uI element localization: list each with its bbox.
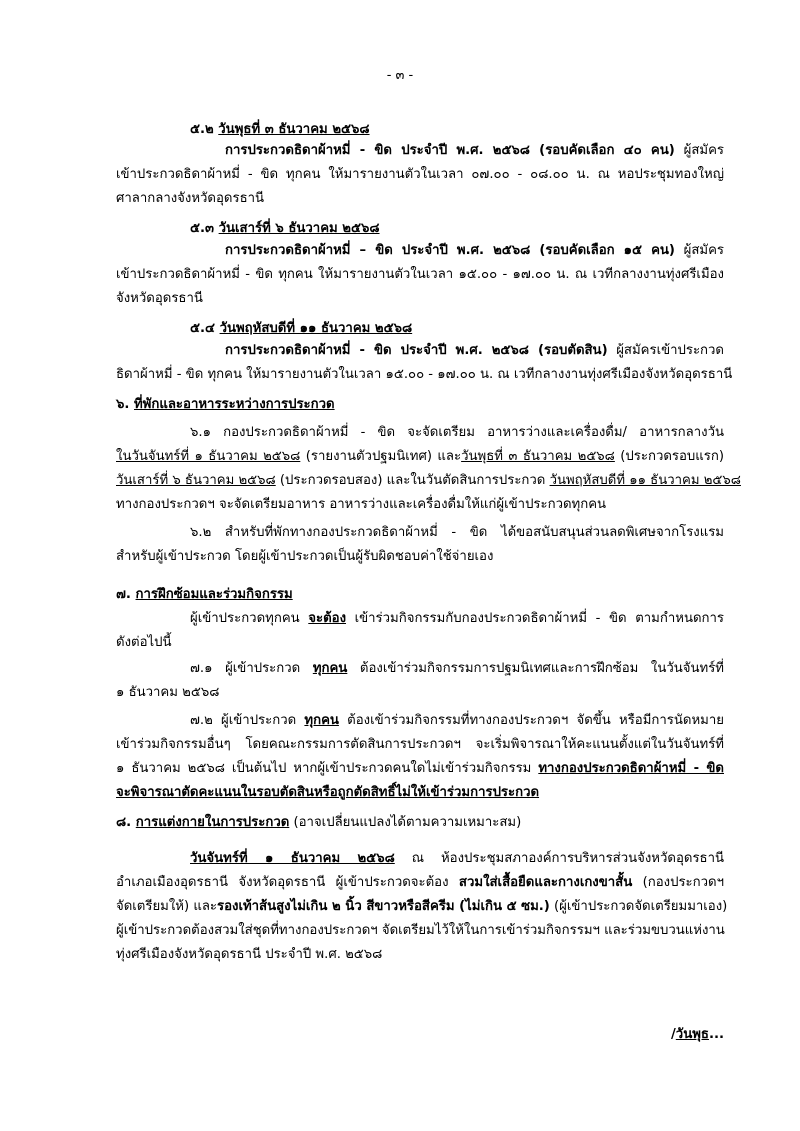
text: (ประกวดรอบแรก) <box>614 449 725 464</box>
section-5-4-heading <box>190 319 412 339</box>
section-number: ๖. <box>116 397 134 412</box>
section-5-3-line-1 <box>225 241 724 261</box>
section-7-1-line-1 <box>190 659 724 679</box>
text: ผู้สมัครเข้าประกวด <box>607 343 724 358</box>
text: ผู้สมัคร <box>674 143 724 158</box>
section-6-1-line-4: ทางกองประกวดฯ จะจัดเตรียมอาหาร อาหารว่างและเครื่องดื่มให้แก่ผู้เข้าประกวดทุกคน <box>116 497 607 512</box>
event-title: การประกวดธิดาผ้าหมี่ - ขิด ประจำปี พ.ศ. ๒๕๖๘ (รอบตัดสิน) <box>225 343 608 358</box>
section-note: (อาจเปลี่ยนแปลงได้ตามความเหมาะสม) <box>289 815 522 830</box>
text: ๗.๒ ผู้เข้าประกวด <box>190 713 305 728</box>
section-6-2-line-2: สำหรับผู้เข้าประกวด โดยผู้เข้าประกวดเป็นผู้รับผิดชอบค่าใช้จ่ายเอง <box>116 549 494 564</box>
section-7-2-line-2: เข้าร่วมกิจกรรมอื่นๆ โดยคณะกรรมการตัดสินการประกวดฯ จะเริ่มพิจารณาให้คะแนนตั้งแต่ในวันจันทร์ที่ <box>116 737 724 752</box>
date-ref: ในวันจันทร์ที่ ๑ ธันวาคม ๒๕๖๘ <box>116 449 301 464</box>
date-ref: วันจันทร์ที่ ๑ ธันวาคม ๒๕๖๘ <box>190 851 395 866</box>
text: ผู้เข้าประกวดทุกคน <box>190 611 309 626</box>
section-6-1-line-2 <box>116 447 724 467</box>
section-5-4-line-1 <box>225 341 724 361</box>
shoe-requirement: รองเท้าส้นสูงไม่เกิน ๒ นิ้ว สีขาวหรือสีครีม (ไม่เกิน ๕ ซม.) <box>217 899 550 914</box>
date-ref: วันพฤหัสบดีที่ ๑๑ ธันวาคม ๒๕๖๘ <box>549 473 741 488</box>
section-8-heading <box>116 813 521 833</box>
text: (ผู้เข้าประกวดจัดเตรียมมาเอง) <box>549 899 728 914</box>
section-7-intro-line-2: ดังต่อไปนี้ <box>116 635 172 650</box>
section-date: วันพุธที่ ๓ ธันวาคม ๒๕๖๘ <box>218 122 370 137</box>
next-page-marker <box>671 1025 724 1045</box>
section-5-3-heading <box>190 219 380 239</box>
date-ref: วันพุธที่ ๓ ธันวาคม ๒๕๖๘ <box>461 449 615 464</box>
emphasis: ทางกองประกวดธิดาผ้าหมี่ - ขิด <box>538 761 724 776</box>
section-6-2-line-1: ๖.๒ สำหรับที่พักทางกองประกวดธิดาผ้าหมี่ - ขิด ได้ขอสนับสนุนส่วนลดพิเศษจากโรงแรม <box>190 525 724 540</box>
section-6-heading <box>116 395 335 415</box>
text: (กองประกวดฯ <box>632 875 724 890</box>
section-title: การแต่งกายในการประกวด <box>135 815 290 830</box>
section-5-2-heading <box>190 120 370 140</box>
section-7-intro-line-1 <box>190 609 724 629</box>
slash: / <box>670 1027 676 1042</box>
text: ๑ ธันวาคม ๒๕๖๘ เป็นต้นไป หากผู้เข้าประกวดคนใดไม่เข้าร่วมกิจกรรม <box>116 761 539 776</box>
page-number: - ๓ - <box>386 68 414 83</box>
section-date: วันเสาร์ที่ ๖ ธันวาคม ๒๕๖๘ <box>218 221 380 236</box>
section-7-2-line-3 <box>116 759 724 779</box>
section-8-line-2 <box>116 873 724 893</box>
section-title: การฝึกซ้อมและร่วมกิจกรรม <box>135 587 293 602</box>
section-5-3-line-3: จังหวัดอุดรธานี <box>116 291 203 306</box>
section-5-4-line-2: ธิดาผ้าหมี่ - ขิด ทุกคน ให้มารายงานตัวในเวลา ๑๕.๐๐ - ๑๗.๐๐ น. ณ เวทีกลางงานทุ่งศรีเมืองจังหวัดอุดรธานี <box>116 367 733 382</box>
section-number: ๕.๔ <box>190 321 220 336</box>
text: ต้องเข้าร่วมกิจกรรมที่ทางกองประกวดฯ จัดขึ้น หรือมีการนัดหมาย <box>338 713 724 728</box>
text: (รายงานตัวปฐมนิเทศ) และ <box>300 449 462 464</box>
section-number: ๕.๓ <box>190 221 219 236</box>
section-date: วันพฤหัสบดีที่ ๑๑ ธันวาคม ๒๕๖๘ <box>219 321 413 336</box>
section-6-1-line-3 <box>116 471 741 491</box>
event-title: การประกวดธิดาผ้าหมี่ - ขิด ประจำปี พ.ศ. ๒๕๖๘ (รอบคัดเลือก ๔๐ คน) <box>225 143 675 158</box>
text: อำเภอเมืองอุดรธานี จังหวัดอุดรธานี ผู้เข้าประกวดจะต้อง <box>116 875 459 890</box>
text: จัดเตรียมให้) และ <box>116 899 217 914</box>
text: ต้องเข้าร่วมกิจกรรมการปฐมนิเทศและการฝึกซ้อม ในวันจันทร์ที่ <box>347 661 724 676</box>
text: เข้าร่วมกิจกรรมกับกองประกวดธิดาผ้าหมี่ - ขิด ตามกำหนดการ <box>346 611 724 626</box>
dress-code: สวมใส่เสื้อยืดและกางเกงขาสั้น <box>458 875 633 890</box>
section-7-heading <box>116 585 293 605</box>
section-8-line-1 <box>190 849 724 869</box>
section-title: ที่พักและอาหารระหว่างการประกวด <box>133 397 335 412</box>
emphasis: ทุกคน <box>304 713 339 728</box>
section-number: ๗. <box>116 587 136 602</box>
ellipsis: ... <box>708 1027 724 1042</box>
next-page-word: วันพุธ <box>675 1027 709 1042</box>
section-8-line-3 <box>116 897 728 917</box>
emphasis: จะต้อง <box>308 611 347 626</box>
section-6-1-line-1: ๖.๑ กองประกวดธิดาผ้าหมี่ - ขิด จะจัดเตรียม อาหารว่างและเครื่องดื่ม/ อาหารกลางวัน <box>190 425 724 440</box>
section-7-2-line-4: จะพิจารณาตัดคะแนนในรอบตัดสินหรือถูกตัดสิทธิ์ไม่ให้เข้าร่วมการประกวด <box>116 785 540 800</box>
section-7-1-line-2: ๑ ธันวาคม ๒๕๖๘ <box>116 685 220 700</box>
section-number: ๘. <box>116 815 136 830</box>
section-number: ๕.๒ <box>190 122 219 137</box>
section-5-2-line-3: ศาลากลางจังหวัดอุดรธานี <box>116 191 265 206</box>
date-ref: วันเสาร์ที่ ๖ ธันวาคม ๒๕๖๘ <box>116 473 276 488</box>
section-5-2-line-2: เข้าประกวดธิดาผ้าหมี่ - ขิด ทุกคน ให้มารายงานตัวในเวลา ๐๗.๐๐ - ๐๘.๐๐ น. ณ หอประชุมทองใหญ่ <box>116 167 724 182</box>
text: ผู้สมัคร <box>674 243 724 258</box>
section-8-line-4: ผู้เข้าประกวดต้องสวมใส่ชุดที่ทางกองประกวดฯ จัดเตรียมไว้ให้ในการเข้าร่วมกิจกรรมฯ และร่วมขบวนแห่งาน <box>116 923 725 938</box>
section-7-2-line-1 <box>190 711 724 731</box>
section-5-3-line-2: เข้าประกวดธิดาผ้าหมี่ - ขิด ทุกคน ให้มารายงานตัวในเวลา ๑๕.๐๐ - ๑๗.๐๐ น. ณ เวทีกลางงานทุ่งศรีเมือง <box>116 267 724 282</box>
event-title: การประกวดธิดาผ้าหมี่ – ขิด ประจำปี พ.ศ. ๒๕๖๘ (รอบคัดเลือก ๑๕ คน) <box>225 243 675 258</box>
text: ๗.๑ ผู้เข้าประกวด <box>190 661 313 676</box>
text: ณ ห้องประชุมสภาองค์การบริหารส่วนจังหวัดอุดรธานี <box>394 851 724 866</box>
section-5-2-line-1 <box>225 141 724 161</box>
emphasis: ทุกคน <box>312 661 348 676</box>
section-8-line-5: ทุ่งศรีเมืองจังหวัดอุดรธานี ประจำปี พ.ศ. ๒๕๖๘ <box>116 947 383 962</box>
text: (ประกวดรอบสอง) และในวันตัดสินการประกวด <box>275 473 550 488</box>
